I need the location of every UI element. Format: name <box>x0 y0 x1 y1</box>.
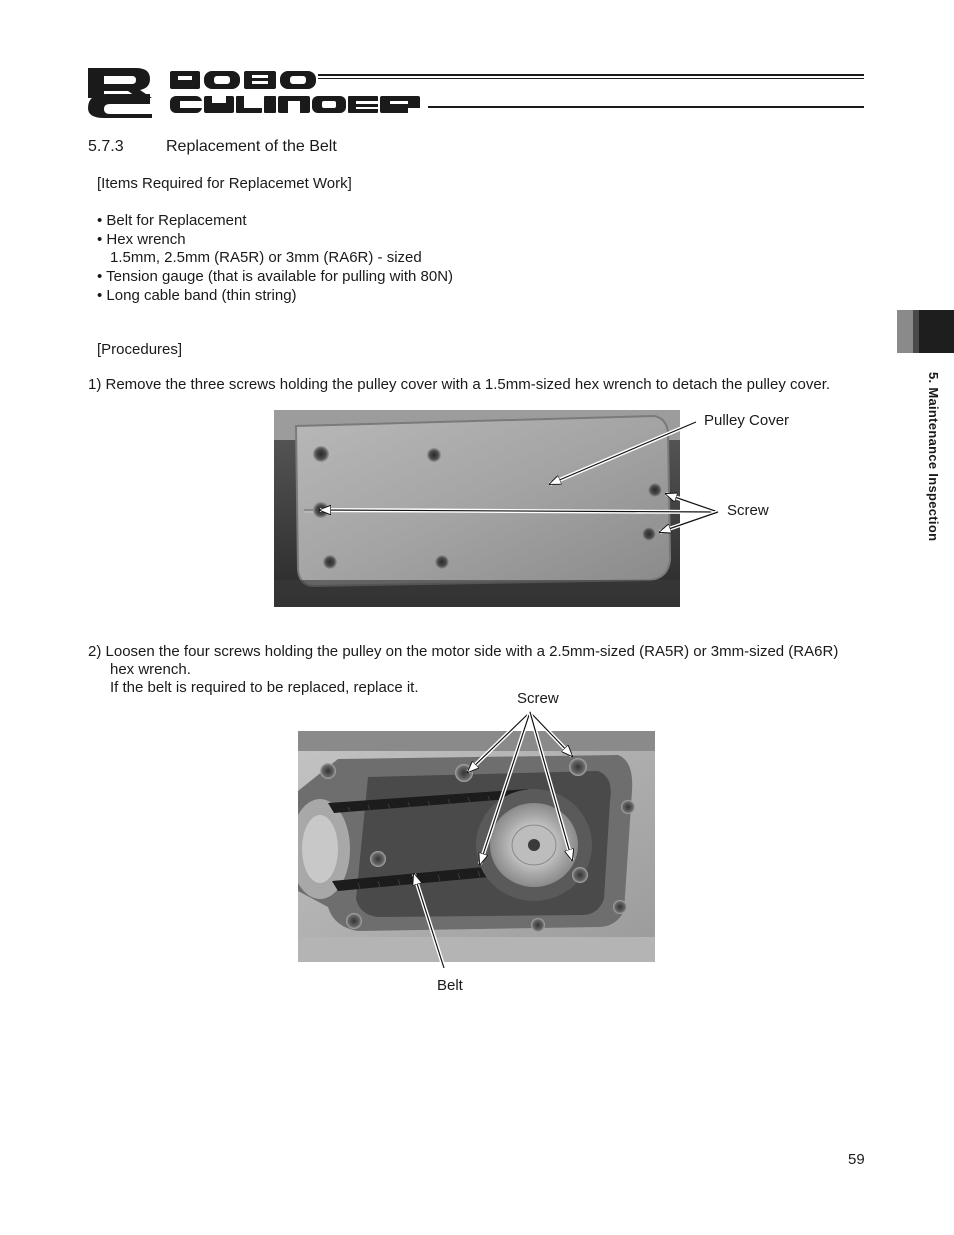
chapter-tab-dark <box>919 310 954 353</box>
label-pulley-cover: Pulley Cover <box>704 412 790 429</box>
item-hex-wrench: • Hex wrench <box>97 231 186 248</box>
items-required-heading: [Items Required for Replacemet Work] <box>97 175 352 192</box>
header-rule-bottom <box>428 106 864 108</box>
label-belt: Belt <box>437 977 463 994</box>
label-screw-fig1: Screw <box>727 502 769 519</box>
figure2-arrows <box>298 700 655 990</box>
item-belt: • Belt for Replacement <box>97 212 247 229</box>
section-title: Replacement of the Belt <box>166 138 337 155</box>
step-2-text-line1: 2) Loosen the four screws holding the pulley on the motor side with a 2.5mm-sized (RA5R) or 3mm-sized (RA6R) <box>88 643 839 660</box>
procedures-heading: [Procedures] <box>97 341 183 358</box>
page-number: 59 <box>848 1151 865 1168</box>
step-2-text-line2: hex wrench. <box>110 661 191 678</box>
step-2-text-line3: If the belt is required to be replaced, replace it. <box>110 679 419 696</box>
section-number: 5.7.3 <box>88 138 124 155</box>
label-screw-fig2: Screw <box>517 690 559 707</box>
item-tension-gauge: • Tension gauge (that is available for pulling with 80N) <box>97 268 454 285</box>
item-cable-band: • Long cable band (thin string) <box>97 287 297 304</box>
header-rule-top-thin <box>318 78 864 79</box>
header-rule-top <box>318 74 864 76</box>
step-1-text: 1) Remove the three screws holding the pulley cover with a 1.5mm-sized hex wrench to detach the pulley cover. <box>88 376 831 393</box>
figure1-arrows <box>274 410 734 607</box>
item-hex-wrench-sizes: 1.5mm, 2.5mm (RA5R) or 3mm (RA6R) - sized <box>110 249 422 266</box>
chapter-side-label: 5. Maintenance Inspection <box>926 372 941 542</box>
